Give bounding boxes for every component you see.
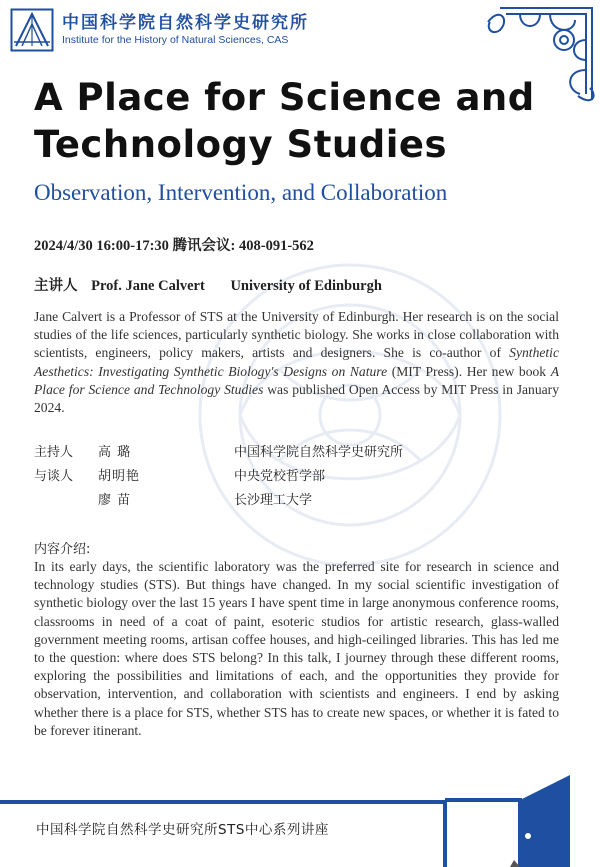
role-row-discussant-1 (34, 465, 559, 489)
role-org: 中国科学院自然科学史研究所 (234, 445, 404, 460)
open-door-icon (440, 770, 600, 867)
bio-text-3: was published Open Access by MIT Press in January 2024. (34, 381, 559, 416)
roles-list (34, 441, 559, 513)
bio-text-2: (MIT Press). Her new book (387, 363, 551, 379)
lecture-series-name: 中国科学院自然科学史研究所STS中心系列讲座 (36, 822, 329, 838)
talk-title: A Place for Science and Technology Studies (34, 76, 535, 166)
abstract-text: In its early days, the scientific laboratory was the preferred site for research in science and technology studies (STS). But things have changed. In my social scientific investigation of synthetic biology over the last 15 years I have spent time in large anonymous conference rooms, classrooms in need of a coat of paint, esoteric studios for artistic research, glass-walled government meeting rooms, artisan coffee houses, and high-ceilinged libraries. This has led me to the question: where does STS belong? In this talk, I journey through these different rooms, exploring the possibilities and limitations of each, and the opportunities they provide for observation, intervention, and collaboration with scientists and engineers. I end by asking whether there is a place for STS, whether STS has to create new spaces, or whether it is fated to be forever itinerant. (34, 559, 559, 738)
role-person: 高 璐 (98, 445, 132, 460)
event-datetime: 2024/4/30 16:00-17:30 腾讯会议: 408-091-562 (34, 238, 314, 254)
institute-name-cn: 中国科学院自然科学史研究所 (62, 13, 309, 33)
footer-divider (0, 800, 445, 804)
role-org: 中央党校哲学部 (234, 469, 326, 484)
role-row-discussant-2 (34, 489, 559, 513)
abstract-label: 内容介绍: (34, 542, 91, 557)
role-label: 与谈人 (34, 469, 74, 484)
role-person: 廖 苗 (98, 493, 132, 508)
institute-logo-icon (10, 8, 54, 52)
speaker-label: 主讲人 (34, 278, 78, 294)
speaker-name: Prof. Jane Calvert (91, 278, 205, 294)
role-org: 长沙理工大学 (234, 493, 313, 508)
speaker-bio (34, 308, 559, 417)
talk-subtitle: Observation, Intervention, and Collaboration (34, 180, 448, 205)
bio-book-2: A Place for Science and Technology Studies (34, 363, 559, 397)
role-row-host (34, 441, 559, 465)
speaker-line (34, 274, 392, 295)
role-person: 胡明艳 (98, 469, 141, 484)
bio-book-1: Synthetic Aesthetics: Investigating Synthetic Biology's Designs on Nature (34, 345, 559, 379)
institute-header (10, 8, 309, 52)
role-label: 主持人 (34, 445, 74, 460)
speaker-affiliation: University of Edinburgh (230, 278, 382, 294)
institute-name-en: Institute for the History of Natural Sciences, CAS (62, 34, 289, 46)
bio-text-1: Jane Calvert is a Professor of STS at the University of Edinburgh. Her research is on the social studies of the life sciences, particularly synthetic biology. She works in close collaboration with scientists, engineers, policy makers, artists and designers. She is co-author of (34, 309, 559, 361)
